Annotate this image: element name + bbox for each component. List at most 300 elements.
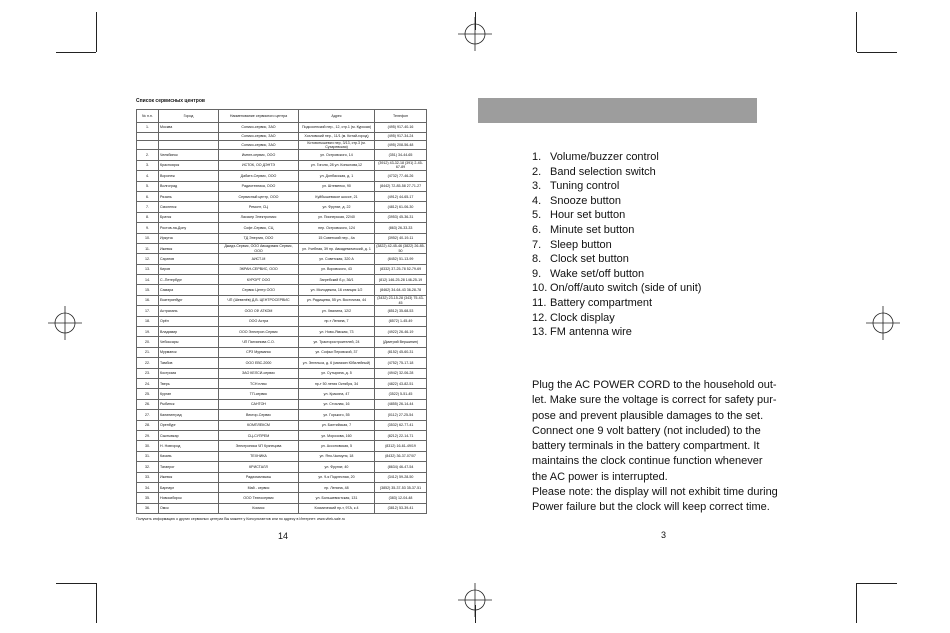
- parts-list-item: [532, 252, 701, 267]
- row-city: Москва: [159, 123, 219, 133]
- row-address: ул. Молодежна, 16 станция 1/2: [299, 285, 375, 295]
- row-address: ул. 9-я Подлесная, 20: [299, 472, 375, 482]
- row-address: пр-т Ленина, 7: [299, 316, 375, 326]
- table-row: [137, 482, 427, 492]
- row-city: Таганрог: [159, 462, 219, 472]
- parts-list-number: 1.: [532, 151, 542, 163]
- registration-mark-icon: [458, 583, 492, 617]
- row-center-name: Сервисный центр, ООО: [219, 191, 299, 201]
- row-address: Хохловский пер., 11/1 (м. Китай-город): [299, 133, 375, 141]
- row-number: 33.: [137, 472, 159, 482]
- row-number: 4.: [137, 171, 159, 181]
- row-number: 1.: [137, 123, 159, 133]
- table-row: [137, 337, 427, 347]
- header-num: № п.п.: [137, 110, 159, 123]
- row-number: 12.: [137, 254, 159, 264]
- row-phone: (Дмитрий Вершинин): [375, 337, 427, 347]
- table-row: [137, 160, 427, 170]
- paragraph-line: Connect one 9 volt battery (not included) to the: [532, 424, 761, 437]
- row-phone: (3822) 42-45-46 (3822) 26-85-50: [376, 244, 425, 253]
- row-number: 34.: [137, 482, 159, 492]
- parts-list-item: [532, 194, 701, 209]
- row-city: Мурманск: [159, 347, 219, 357]
- table-row: [137, 202, 427, 212]
- parts-list-label: Wake set/off button: [550, 267, 645, 280]
- row-number: 5.: [137, 181, 159, 191]
- row-city: Саратов: [159, 254, 219, 264]
- parts-list-label: Sleep button: [550, 238, 612, 251]
- row-phone: (8462) 34-64-43 36-28-78: [375, 285, 427, 295]
- service-centers-table: [136, 109, 427, 514]
- row-phone: (4822) 43-82-51: [375, 379, 427, 389]
- row-address: ул. Стоялая, 16: [299, 399, 375, 409]
- row-center-name: ООО ЕВС-2000: [219, 358, 299, 368]
- row-number: 19.: [137, 327, 159, 337]
- parts-list-label: Volume/buzzer control: [550, 151, 659, 163]
- table-row: [137, 150, 427, 160]
- row-phone: (4922) 26-46-19: [375, 327, 427, 337]
- table-row: [137, 243, 427, 253]
- crop-mark: [857, 583, 897, 584]
- row-center-name: ТСН плюс: [219, 379, 299, 389]
- parts-list-item: [532, 267, 701, 282]
- registration-mark-icon: [866, 306, 900, 340]
- table-row: [137, 472, 427, 482]
- row-number: [137, 141, 159, 150]
- table-title: Список сервисных центров: [136, 98, 205, 104]
- row-number: 26.: [137, 399, 159, 409]
- row-center-name: Джидэ-Сервис, ООО Авкадэмия Сервис, ООО: [219, 243, 299, 253]
- row-center-name: Сонико-сервис, ЗАО: [219, 133, 299, 141]
- parts-list-label: Hour set button: [550, 209, 626, 222]
- row-phone: (3412) 59-28-50: [375, 472, 427, 482]
- row-city: Ижевск: [159, 472, 219, 482]
- section-header-bar: [478, 98, 757, 123]
- table-footnote: Получить информацию о других сервисных центрах Вы можете у Консультантов или по адресу в Интернет: www.vitek-sale.ru: [136, 517, 345, 522]
- row-phone: (4912) 44-65-17: [375, 191, 427, 201]
- paragraph-line: let. Make sure the voltage is correct for safety pur-: [532, 394, 777, 407]
- row-center-name: ЭКРАН-СЕРВИС, ООО: [219, 264, 299, 274]
- parts-list-number: 2.: [532, 165, 542, 178]
- row-number: 35.: [137, 493, 159, 503]
- row-address: пр. Ленина, 48: [299, 482, 375, 492]
- row-center-name: ЗАО КЕЛСИ-сервис: [219, 368, 299, 378]
- left-page: [136, 98, 426, 521]
- paragraph-line: maintains the clock continue function whenever: [532, 455, 763, 468]
- table-row: [137, 316, 427, 326]
- row-center-name: Ласскер Электроникс: [219, 212, 299, 222]
- table-row: [137, 295, 427, 305]
- row-address: Котовотышевич пер, 3/13, стр.3 (м. Сухаревская): [299, 141, 375, 150]
- parts-list-number: 7.: [532, 238, 542, 251]
- row-center-name: Вектор-Сервис: [219, 410, 299, 420]
- parts-list-item: [532, 281, 701, 296]
- row-number: 22.: [137, 358, 159, 368]
- row-center-name: ООО Техносервис: [219, 493, 299, 503]
- parts-list-item: [532, 208, 701, 223]
- table-row: [137, 285, 427, 295]
- parts-list-number: 5.: [532, 209, 542, 222]
- row-address: ул. Советская, 320 А: [299, 254, 375, 264]
- power-instructions: [532, 378, 778, 516]
- row-center-name: Сонико-сервис, ЗАО: [219, 123, 299, 133]
- row-center-name: АИСТ-М: [219, 254, 299, 264]
- row-address: ул. Радищева, 55 ул. Восточная, 44: [299, 295, 375, 305]
- row-center-name: ТД Энергия, ООО: [219, 233, 299, 243]
- row-center-name: КУРОРТ ООО: [219, 275, 299, 285]
- row-phone: (495) 917-40-16: [375, 123, 427, 133]
- row-address: ул. Пионерская, 22/40: [299, 212, 375, 222]
- row-number: 10.: [137, 233, 159, 243]
- row-address: Куйбышевское шоссе, 21: [299, 191, 375, 201]
- row-address: 15 Советский пер., 4а: [299, 233, 375, 243]
- parts-list-label: FM antenna wire: [550, 326, 632, 339]
- row-center-name: ООО Астра: [219, 316, 299, 326]
- paragraph-line: battery terminals in the battery compartment. It: [532, 440, 760, 453]
- paragraph-line: Please note: the display will not exhibit time during: [532, 486, 778, 499]
- header-center-name: Наименование сервисного центра: [219, 110, 299, 123]
- row-center-name: Софт-Сервис, СЦ: [219, 223, 299, 233]
- parts-list-item: [532, 325, 701, 340]
- row-address: ул. Островского, 14: [299, 150, 375, 160]
- row-city: Тверь: [159, 379, 219, 389]
- table-row: [137, 358, 427, 368]
- parts-list-item: [532, 150, 701, 165]
- row-city: Владимир: [159, 327, 219, 337]
- parts-list-number: 13.: [532, 326, 548, 339]
- row-city: Волгоград: [159, 181, 219, 191]
- table-row: [137, 123, 427, 133]
- row-center-name: Радиомальчиш: [219, 472, 299, 482]
- row-number: 2.: [137, 150, 159, 160]
- paragraph-line: Plug the AC POWER CORD to the household out-: [532, 379, 777, 391]
- row-city: Рязань: [159, 191, 219, 201]
- row-city: Тамбов: [159, 358, 219, 368]
- table-row: [137, 493, 427, 503]
- parts-list: [532, 150, 701, 340]
- row-address: ул. Гоголя, 28 ул. Копылова,12: [299, 160, 375, 170]
- table-row: [137, 462, 427, 472]
- row-number: 32.: [137, 462, 159, 472]
- row-phone: (4942) 32-06-28: [375, 368, 427, 378]
- parts-list-label: Snooze button: [550, 194, 621, 207]
- row-phone: (3852) 35-37-53 35-37-51: [375, 482, 427, 492]
- row-city: С.-Петербург: [159, 275, 219, 285]
- parts-list-item: [532, 223, 701, 238]
- row-city: Воронеж: [159, 171, 219, 181]
- row-address: Загребский б-р, 36/1: [299, 275, 375, 285]
- row-phone: (3812) 53-39-41: [375, 503, 427, 513]
- parts-list-number: 3.: [532, 180, 542, 193]
- table-row: [137, 191, 427, 201]
- table-row: [137, 368, 427, 378]
- row-phone: (8212) 22-14-71: [375, 430, 427, 440]
- table-row: [137, 441, 427, 451]
- row-center-name: ЧП (Шевелёв) Д.В. ЦЕНТРОСЕРВИС: [219, 295, 299, 305]
- row-address: ул. Фрунзе, 40: [299, 462, 375, 472]
- row-center-name: Май - сервис: [219, 482, 299, 492]
- crop-mark: [56, 52, 96, 53]
- row-phone: (351) 34-44-65: [375, 150, 427, 160]
- row-center-name: Радиотехника, ООО: [219, 181, 299, 191]
- crop-mark: [96, 12, 97, 52]
- parts-list-label: On/off/auto switch (side of unit): [550, 282, 702, 295]
- row-number: 31.: [137, 451, 159, 461]
- row-number: 25.: [137, 389, 159, 399]
- parts-list-label: Tuning control: [550, 180, 620, 193]
- row-phone: (4752) 75-17-18: [375, 358, 427, 368]
- row-address: ул. Сутырина, д. 5: [299, 368, 375, 378]
- table-row: [137, 254, 427, 264]
- row-center-name: ИСТОК, ОО ДЭНТЭ: [219, 160, 299, 170]
- table-row: [137, 275, 427, 285]
- row-center-name: СЦ-СУПРЕМ: [219, 430, 299, 440]
- table-row: [137, 379, 427, 389]
- row-number: 23.: [137, 368, 159, 378]
- parts-list-item: [532, 179, 701, 194]
- table-row: [137, 223, 427, 233]
- row-center-name: КРИСТАЛЛ: [219, 462, 299, 472]
- row-city: Челябинск: [159, 150, 219, 160]
- row-number: 13.: [137, 264, 159, 274]
- row-center-name: ТП-сервис: [219, 389, 299, 399]
- table-row: [137, 451, 427, 461]
- row-phone: (4732) 77-46-26: [375, 171, 427, 181]
- parts-list-number: 9.: [532, 267, 542, 280]
- row-phone: (8634) 46-47-54: [375, 462, 427, 472]
- crop-mark: [856, 583, 857, 623]
- parts-list-number: 12.: [532, 311, 548, 324]
- parts-list-number: 11.: [532, 296, 547, 309]
- table-row: [137, 410, 427, 420]
- row-center-name: ТЕХНИКА: [219, 451, 299, 461]
- row-number: 18.: [137, 316, 159, 326]
- row-city: Самара: [159, 285, 219, 295]
- row-number: 21.: [137, 347, 159, 357]
- row-number: 7.: [137, 202, 159, 212]
- row-city: Н. Новгород: [159, 441, 219, 451]
- parts-list-label: Band selection switch: [550, 165, 656, 178]
- row-city: Курган: [159, 389, 219, 399]
- row-address: пр-т 50 летия Октября, 34: [299, 379, 375, 389]
- header-address: Адрес: [299, 110, 375, 123]
- table-row: [137, 264, 427, 274]
- crop-mark: [56, 583, 96, 584]
- row-city: Иркутск: [159, 233, 219, 243]
- table-row: [137, 347, 427, 357]
- row-city: Омск: [159, 503, 219, 513]
- parts-list-label: Battery compartment: [550, 296, 653, 309]
- row-phone: (0112) 27-25-54: [375, 410, 427, 420]
- row-phone: (3952) 40-19-11: [375, 233, 427, 243]
- row-center-name: ООО СФ АТКОМ: [219, 306, 299, 316]
- row-number: 14.: [137, 275, 159, 285]
- parts-list-item: [532, 311, 701, 326]
- row-phone: (8432) 36-37-07/07: [375, 451, 427, 461]
- row-phone: (8572) 1-45-49: [375, 316, 427, 326]
- row-number: 29.: [137, 430, 159, 440]
- row-address: ул. Донбасская, д. 1: [299, 171, 375, 181]
- row-number: 9.: [137, 223, 159, 233]
- row-number: 30.: [137, 441, 159, 451]
- table-header-row: [137, 110, 427, 123]
- row-phone: (3522) 5-51-45: [375, 389, 427, 399]
- table-row: [137, 389, 427, 399]
- row-phone: (8332) 37-25-78 52-79-69: [375, 264, 427, 274]
- row-address: ул. Воровского, 43: [299, 264, 375, 274]
- table-row: [137, 503, 427, 513]
- row-center-name: Сервис Центр ООО: [219, 285, 299, 295]
- row-phone: (8512) 35-68-53: [375, 306, 427, 316]
- row-phone: (3953) 45-36-31: [375, 212, 427, 222]
- row-number: 8.: [137, 212, 159, 222]
- row-city: Красноярск: [159, 160, 219, 170]
- row-address: ул. Морозова, 160: [299, 430, 375, 440]
- row-address: ул. Ассоновская, 5: [299, 441, 375, 451]
- row-city: Чебоксары: [159, 337, 219, 347]
- registration-mark-icon: [458, 17, 492, 51]
- parts-list-label: Minute set button: [550, 223, 635, 236]
- row-number: 28.: [137, 420, 159, 430]
- table-body: [137, 123, 427, 514]
- table-row: [137, 171, 427, 181]
- header-city: Город: [159, 110, 219, 123]
- row-address: пер. Островского, 124: [299, 223, 375, 233]
- paragraph-line: Power failure but the clock will keep correct time.: [532, 501, 770, 514]
- row-number: 15.: [137, 285, 159, 295]
- row-phone: (3912) 43-32-18 (391) 2-45-67-89: [375, 160, 427, 170]
- row-center-name: Ремонт, СЦ: [219, 202, 299, 212]
- row-city: Сыктывкар: [159, 430, 219, 440]
- row-city: Рыбинск: [159, 399, 219, 409]
- row-number: 24.: [137, 379, 159, 389]
- row-address: ул. Япо-Чыпкуня, 18: [299, 451, 375, 461]
- row-center-name: Дабатэ-Сервис, ООО: [219, 171, 299, 181]
- table-row: [137, 399, 427, 409]
- row-number: 16.: [137, 295, 159, 305]
- table-row: [137, 233, 427, 243]
- parts-list-label: Clock set button: [550, 253, 629, 266]
- row-center-name: САНТОН: [219, 399, 299, 409]
- row-address: ул. Хвалина, 12/2: [299, 306, 375, 316]
- row-number: 36.: [137, 503, 159, 513]
- parts-list-number: 10.: [532, 282, 548, 295]
- row-phone: (383) 12-04-48: [375, 493, 427, 503]
- row-number: [137, 133, 159, 141]
- table-row: [137, 420, 427, 430]
- row-phone: (8312) 16-61-49/19: [375, 441, 427, 451]
- crop-mark: [857, 52, 897, 53]
- row-address: ул. Фрунзе, д. 22: [299, 202, 375, 212]
- parts-list-item: [532, 296, 701, 311]
- row-phone: (8152) 45-60-31: [375, 347, 427, 357]
- row-address: Космический пр-т, 97А, к.4: [299, 503, 375, 513]
- row-center-name: ЧП Папчинова С.О.: [219, 337, 299, 347]
- row-address: ул. Красина, 47: [299, 389, 375, 399]
- row-phone: (8452) 51-13-99: [375, 254, 427, 264]
- page-number-right: 3: [661, 530, 667, 540]
- row-phone: (4855) 26-14-44: [375, 399, 427, 409]
- row-city: Орёл: [159, 316, 219, 326]
- row-city: [159, 141, 219, 150]
- row-phone: (495) 208-56-48: [375, 141, 427, 150]
- parts-list-number: 6.: [532, 223, 542, 236]
- registration-mark-icon: [48, 306, 82, 340]
- row-city: Оренбург: [159, 420, 219, 430]
- row-city: [159, 133, 219, 141]
- parts-list-number: 4.: [532, 194, 542, 207]
- row-center-name: Импэт-сервис, ООО: [219, 150, 299, 160]
- row-number: 27.: [137, 410, 159, 420]
- crop-mark: [856, 12, 857, 52]
- parts-list-item: [532, 165, 701, 180]
- row-center-name: Космос: [219, 503, 299, 513]
- table-row: [137, 306, 427, 316]
- row-phone: (8442) 72-85-58 27-71-27: [375, 181, 427, 191]
- crop-mark: [96, 583, 97, 623]
- table-row: [137, 133, 427, 141]
- row-number: 6.: [137, 191, 159, 201]
- row-address: Подсосенский пер., 12, стр.1 (м. Курская): [299, 123, 375, 133]
- row-phone: (812) 146-25-28 146-25-19: [375, 275, 427, 285]
- header-phone: Телефон: [375, 110, 427, 123]
- row-city: Ижевск: [159, 243, 219, 253]
- row-city: Астрахань: [159, 306, 219, 316]
- row-city: Барнаул: [159, 482, 219, 492]
- row-center-name: Электроника ЧП Кузнецова: [219, 441, 299, 451]
- table-row: [137, 141, 427, 150]
- paragraph-line: the AC power is interrupted.: [532, 470, 668, 483]
- row-address: ул. Софьи Перовской, 37: [299, 347, 375, 357]
- table-row: [137, 212, 427, 222]
- paragraph-line: pose and prevent plausible damages to the set.: [532, 409, 764, 422]
- table-row: [137, 430, 427, 440]
- row-phone: (3532) 62-77-41: [375, 420, 427, 430]
- page-number-left: 14: [278, 531, 289, 541]
- table-row: [137, 181, 427, 191]
- parts-list-label: Clock display: [550, 311, 615, 324]
- row-address: ул. Учебная, 39 пр. Авкадемический, д. 1: [299, 243, 375, 253]
- row-center-name: Сонико-сервис, ЗАО: [219, 141, 299, 150]
- row-phone: (3432) 23-15-28 (343) 75-43-45: [375, 295, 427, 305]
- row-city: Братск: [159, 212, 219, 222]
- row-phone: (863) 26-33-33: [375, 223, 427, 233]
- row-center-name: СРЗ Мурманск: [219, 347, 299, 357]
- row-city: Казань: [159, 451, 219, 461]
- parts-list-item: [532, 238, 701, 253]
- row-phone: (495) 917-34-24: [375, 133, 427, 141]
- row-phone: (4812) 61-06-30: [375, 202, 427, 212]
- row-address: ул. Большевистская, 131: [299, 493, 375, 503]
- row-center-name: КОМПЛЕКСМ: [219, 420, 299, 430]
- row-number: 20.: [137, 337, 159, 347]
- row-city: Кострома: [159, 368, 219, 378]
- row-city: Смоленск: [159, 202, 219, 212]
- row-address: ул. Балтийская, 7: [299, 420, 375, 430]
- parts-list-number: 8.: [532, 253, 542, 266]
- row-address: ул. Горького, 55: [299, 410, 375, 420]
- row-city: Екатеринбург: [159, 295, 219, 305]
- row-address: ул. Штеменко, 90: [299, 181, 375, 191]
- row-address: ул. Ново-Ямская, 73: [299, 327, 375, 337]
- row-city: Ростов-на-Дону: [159, 223, 219, 233]
- table-row: [137, 327, 427, 337]
- row-city: Киров: [159, 264, 219, 274]
- row-center-name: ООО Электрон-Сервис: [219, 327, 299, 337]
- row-city: Новосибирск: [159, 493, 219, 503]
- row-number: 3.: [137, 160, 159, 170]
- row-city: Калининград: [159, 410, 219, 420]
